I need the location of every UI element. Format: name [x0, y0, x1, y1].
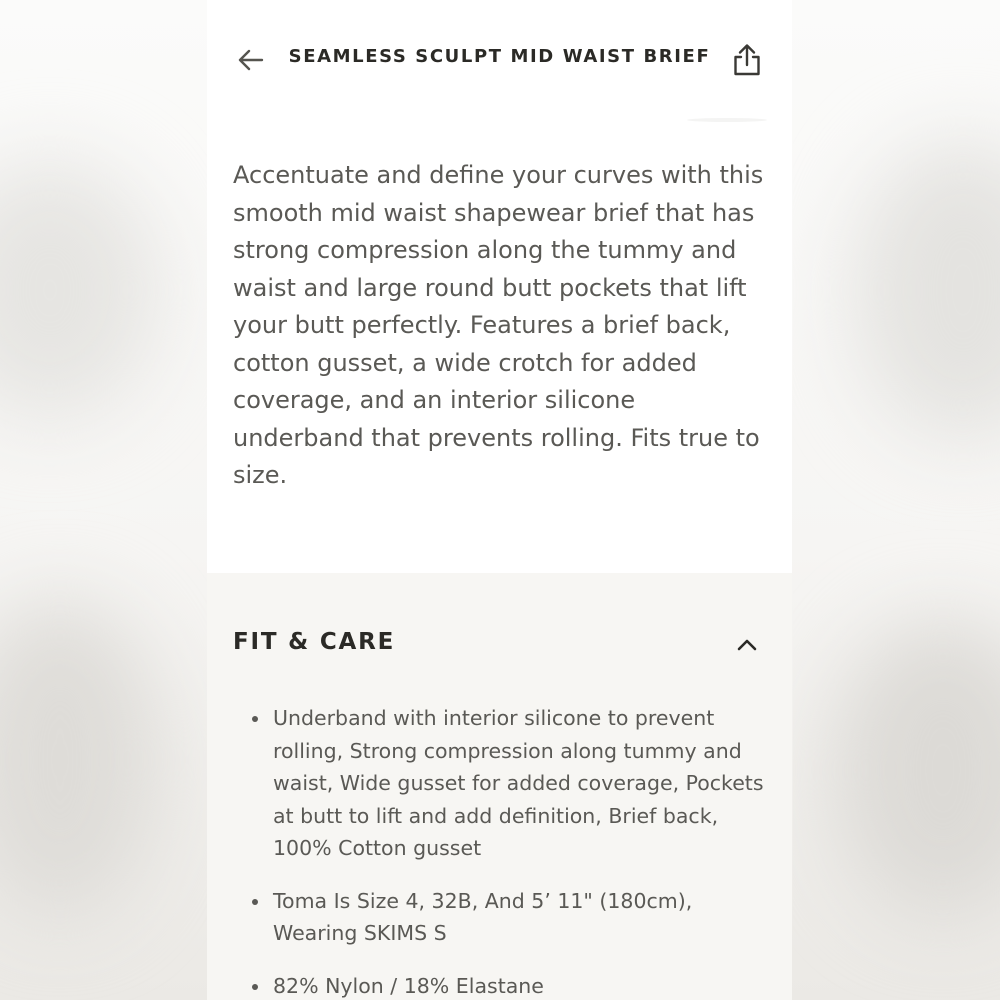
back-button[interactable]: [235, 44, 267, 76]
fit-care-toggle[interactable]: [207, 625, 792, 665]
chevron-up-icon: [733, 631, 761, 659]
fit-care-list: [247, 702, 771, 1000]
arrow-left-icon: [235, 44, 267, 76]
list-item: • 82% Nylon / 18% Elastane: [271, 970, 771, 1000]
list-item: • Underband with interior silicone to prevent rolling, Strong compression along tummy and waist, Wide gusset for added coverage, Pockets at butt to lift and add definition, Brief back, 100% Cotton gusset: [271, 702, 771, 865]
product-details-screen: [207, 0, 792, 1000]
fit-care-section: [207, 573, 792, 1000]
header-divider: [687, 118, 767, 122]
list-item: • Toma Is Size 4, 32B, And 5’ 11" (180cm), Wearing SKIMS S: [271, 885, 771, 950]
page-title: SEAMLESS SCULPT MID WAIST BRIEF: [288, 46, 711, 67]
product-description: Accentuate and define your curves with this smooth mid waist shapewear brief that has strong compression along the tummy and waist and large round butt pockets that lift your butt perfectly. Features a brief back, cotton gusset, a wide crotch for added coverage, and an interior silicone underband that prevents rolling. Fits true to size.: [233, 161, 764, 489]
fit-care-title: FIT & CARE: [233, 629, 396, 655]
share-icon: [730, 42, 764, 78]
share-button[interactable]: [730, 42, 764, 78]
blurred-backdrop-right: [793, 0, 1000, 1000]
top-bar: [207, 0, 792, 120]
blurred-backdrop-left: [0, 0, 207, 1000]
